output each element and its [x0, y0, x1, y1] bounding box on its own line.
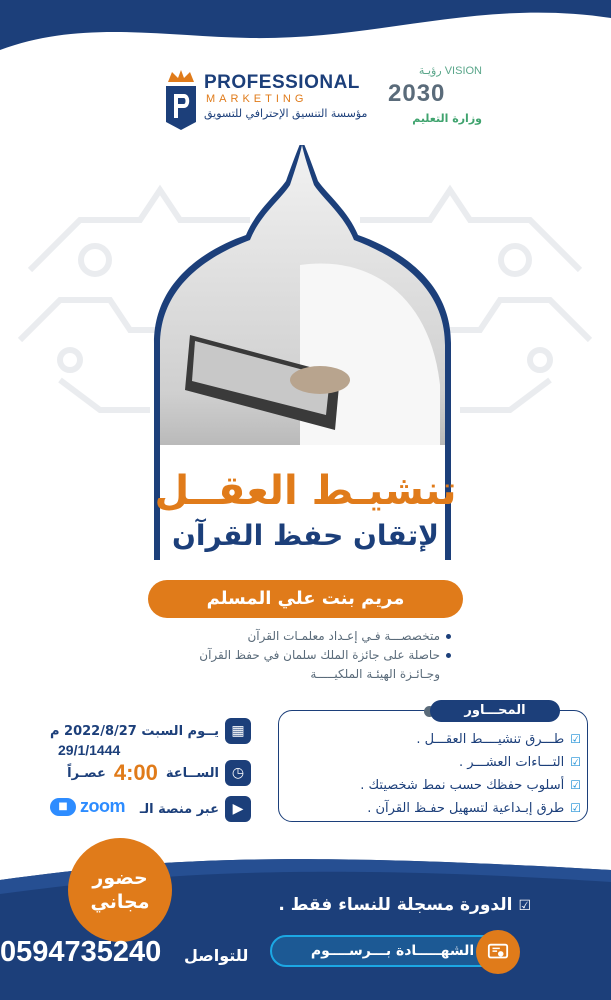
- time-prefix: الســاعة: [165, 765, 219, 781]
- zoom-camera-icon: ■: [50, 798, 76, 816]
- check-icon: ☑: [570, 801, 581, 815]
- topics-list: [311, 728, 581, 820]
- ministry-name: وزارة التعليم: [412, 112, 482, 125]
- bio-line: حاصلة على جائزة الملك سلمان في حفظ القرآن: [151, 646, 451, 665]
- check-icon: ☑: [570, 732, 581, 746]
- time-suffix: عصـراً: [67, 765, 106, 781]
- event-platform-row: [140, 796, 251, 822]
- zoom-wordmark: zoom: [80, 796, 125, 816]
- clock-icon: ◷: [225, 760, 251, 786]
- bio-line: وجـائـزة الهيئـة الملكيـــــة: [310, 667, 440, 681]
- bullet-icon: [446, 634, 451, 639]
- contact-label: للتواصل: [184, 946, 249, 965]
- event-hijri-date: 29/1/1444: [58, 742, 121, 758]
- certificate-fee: الشهـــــادة بـــرســــوم: [270, 935, 515, 967]
- brand-subtitle: MARKETING: [206, 93, 308, 105]
- brand-arabic-name: مؤسسة التنسيق الإحترافي للتسويق: [204, 107, 368, 120]
- event-date: يــوم السبت 2022/8/27 م: [49, 723, 219, 739]
- topic-item: ☑أسلوب حفظك حسب نمط شخصيتك .: [311, 774, 581, 797]
- check-icon: ☑: [570, 755, 581, 769]
- certificate-icon: [476, 930, 520, 974]
- vision-2030-logo: [386, 56, 496, 136]
- bullet-icon: [446, 653, 451, 658]
- professional-marketing-logo: [160, 62, 370, 132]
- certificate-glyph: [487, 941, 509, 963]
- topics-label: المحـــاور: [430, 700, 560, 722]
- video-camera-icon: ▶: [225, 796, 251, 822]
- topic-item: ☑التـــاءات العشـــر .: [311, 751, 581, 774]
- check-icon: ☑: [518, 898, 531, 914]
- topic-item: ☑طـــرق تنشيــــط العقـــل .: [311, 728, 581, 751]
- event-time-row: [67, 760, 251, 786]
- brand-title: PROFESSIONAL: [204, 72, 360, 93]
- calendar-icon: ▦: [225, 718, 251, 744]
- event-date-row: [50, 718, 251, 744]
- vision-label: رؤيـة VISION: [418, 65, 482, 77]
- top-wave-band: [0, 0, 611, 60]
- presenter-name: مريم بنت علي المسلم: [148, 580, 463, 618]
- crown-p-icon: [160, 68, 202, 130]
- platform-text: عبر منصة الـ: [139, 801, 219, 817]
- course-title: تنشيـط العقــل: [154, 468, 457, 514]
- zoom-logo: [50, 796, 125, 817]
- vision-year: 2030: [388, 80, 446, 107]
- free-attendance-badge: حضور مجاني: [68, 838, 172, 942]
- women-only-note: ☑الدورة مسجلة للنساء فقط .: [278, 895, 531, 915]
- topic-item: ☑طرق إبـداعية لتسهيل حفـظ القرآن .: [311, 797, 581, 820]
- phone-number[interactable]: 0594735240: [0, 936, 162, 968]
- event-time: 4:00: [113, 760, 158, 785]
- bio-line: متخصصـــة فـي إعـداد معلمـات القرآن: [151, 627, 451, 646]
- presenter-bio: [151, 627, 451, 684]
- course-subtitle: لإتقان حفظ القرآن: [172, 519, 439, 552]
- check-icon: ☑: [570, 778, 581, 792]
